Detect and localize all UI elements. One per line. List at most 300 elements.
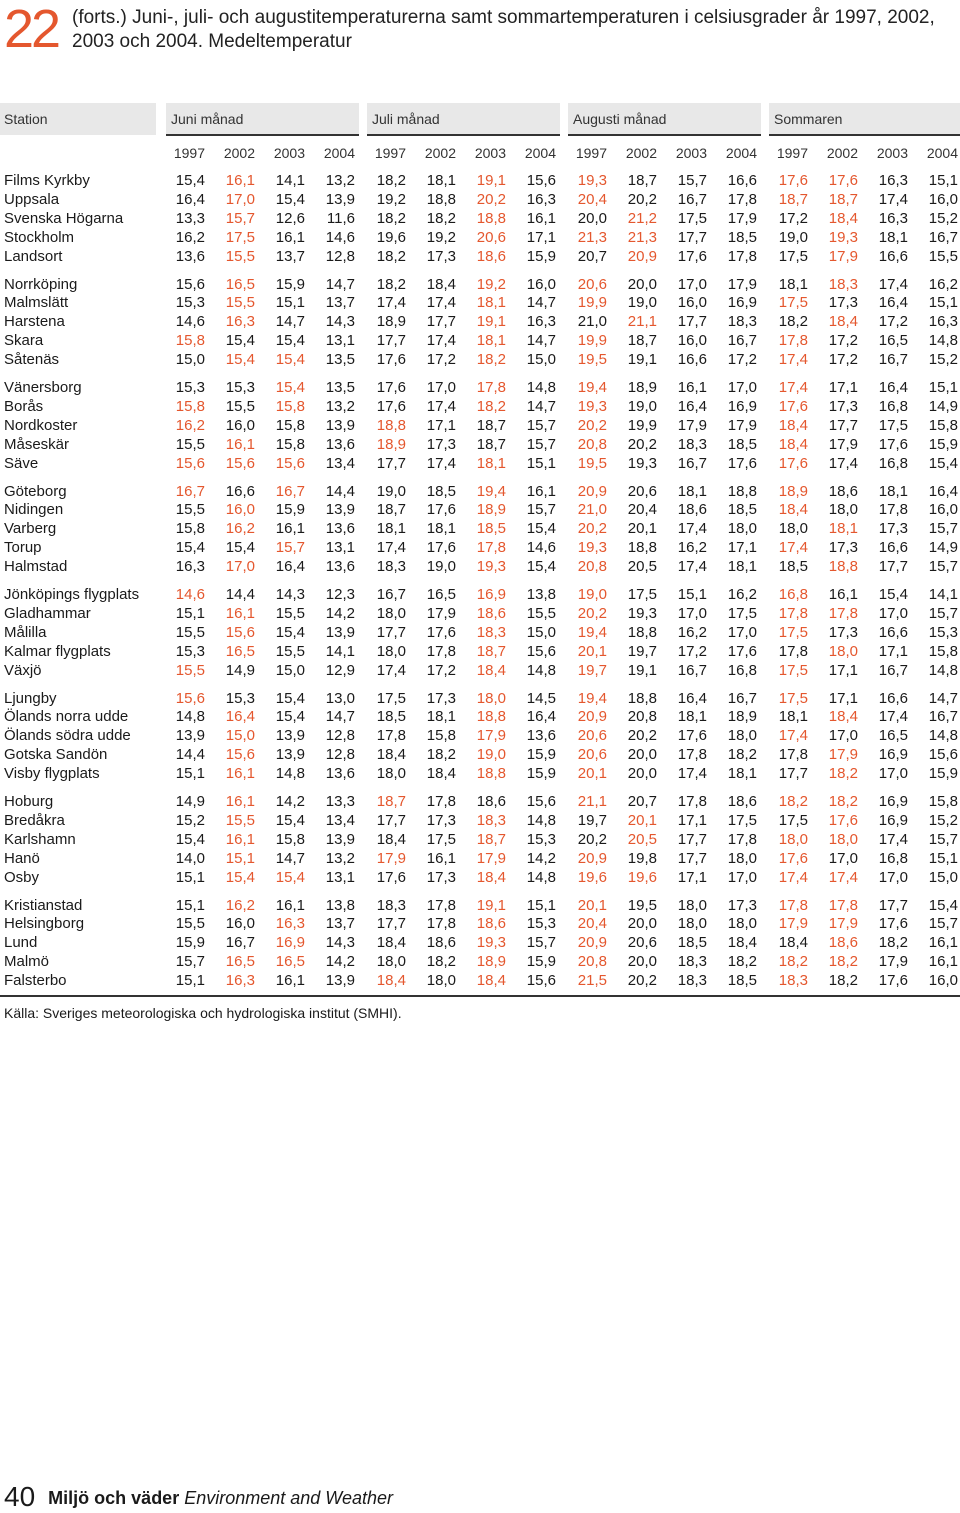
temperature-cell: 19,1 <box>476 172 506 189</box>
temperature-cell: 17,9 <box>778 915 808 933</box>
table-row <box>0 585 960 604</box>
temperature-cell: 19,0 <box>627 397 657 415</box>
temperature-cell: 17,6 <box>677 727 707 745</box>
temperature-cell: 19,4 <box>476 482 506 500</box>
temperature-cell: 18,2 <box>878 934 908 952</box>
table-row <box>0 350 960 369</box>
temperature-cell: 14,6 <box>175 586 205 603</box>
temperature-cell: 14,8 <box>526 868 556 886</box>
temperature-cell: 16,9 <box>878 811 908 829</box>
temperature-cell: 17,1 <box>828 689 858 707</box>
temperature-cell: 17,4 <box>677 558 707 576</box>
temperature-cell: 16,7 <box>175 482 205 500</box>
temperature-cell: 16,3 <box>526 190 556 208</box>
station-name: Varberg <box>4 520 57 538</box>
temperature-cell: 15,5 <box>275 604 305 622</box>
temperature-cell: 14,8 <box>526 379 556 396</box>
temperature-cell: 17,7 <box>677 313 707 331</box>
temperature-cell: 14,7 <box>526 294 556 312</box>
year-header: 2002 <box>826 145 858 161</box>
temperature-cell: 17,8 <box>476 539 506 557</box>
station-name: Karlshamn <box>4 830 76 848</box>
temperature-cell: 15,3 <box>175 379 205 396</box>
header-june: Juni månad <box>171 111 244 127</box>
temperature-cell: 18,5 <box>727 972 757 990</box>
temperature-cell: 16,1 <box>928 934 958 952</box>
temperature-cell: 20,4 <box>577 190 607 208</box>
temperature-cell: 17,7 <box>426 313 456 331</box>
temperature-cell: 13,9 <box>325 830 355 848</box>
temperature-cell: 17,0 <box>727 623 757 641</box>
temperature-cell: 15,1 <box>275 294 305 312</box>
table-number: 22 <box>4 0 59 59</box>
temperature-cell: 16,3 <box>225 313 255 331</box>
temperature-cell: 17,6 <box>426 501 456 519</box>
temperature-cell: 16,4 <box>677 397 707 415</box>
temperature-cell: 13,9 <box>325 501 355 519</box>
temperature-cell: 13,4 <box>325 454 355 472</box>
table-row <box>0 500 960 519</box>
temperature-cell: 15,1 <box>175 604 205 622</box>
temperature-cell: 17,4 <box>376 539 406 557</box>
temperature-cell: 15,4 <box>928 896 958 914</box>
temperature-cell: 17,7 <box>376 811 406 829</box>
temperature-cell: 16,5 <box>225 275 255 293</box>
temperature-cell: 15,1 <box>928 172 958 189</box>
temperature-cell: 18,1 <box>476 294 506 312</box>
temperature-cell: 17,8 <box>426 793 456 810</box>
temperature-cell: 13,3 <box>175 209 205 227</box>
table-bottom-rule <box>0 995 960 997</box>
temperature-cell: 15,6 <box>275 454 305 472</box>
temperature-cell: 16,4 <box>677 689 707 707</box>
temperature-cell: 18,5 <box>476 520 506 538</box>
temperature-cell: 16,3 <box>878 172 908 189</box>
temperature-cell: 18,6 <box>476 247 506 265</box>
temperature-cell: 18,2 <box>426 209 456 227</box>
temperature-cell: 17,3 <box>828 397 858 415</box>
station-name: Malmslätt <box>4 294 69 312</box>
temperature-cell: 16,5 <box>426 586 456 603</box>
temperature-cell: 17,4 <box>878 275 908 293</box>
table-row <box>0 623 960 642</box>
temperature-cell: 17,6 <box>828 811 858 829</box>
temperature-cell: 15,4 <box>175 539 205 557</box>
temperature-cell: 14,0 <box>175 849 205 867</box>
temperature-cell: 18,6 <box>727 793 757 810</box>
temperature-cell: 17,0 <box>677 275 707 293</box>
temperature-cell: 20,6 <box>476 228 506 246</box>
temperature-cell: 17,4 <box>828 454 858 472</box>
temperature-cell: 16,0 <box>928 501 958 519</box>
temperature-cell: 15,6 <box>225 746 255 764</box>
temperature-cell: 17,6 <box>376 379 406 396</box>
temperature-cell: 20,9 <box>577 849 607 867</box>
temperature-cell: 15,7 <box>928 830 958 848</box>
temperature-cell: 14,7 <box>275 313 305 331</box>
year-header: 2002 <box>625 145 657 161</box>
temperature-cell: 17,5 <box>778 661 808 679</box>
temperature-cell: 15,7 <box>275 539 305 557</box>
temperature-cell: 15,4 <box>275 332 305 350</box>
temperature-cell: 20,6 <box>627 934 657 952</box>
temperature-cell: 17,5 <box>778 623 808 641</box>
temperature-cell: 21,5 <box>577 972 607 990</box>
temperature-cell: 16,0 <box>677 332 707 350</box>
temperature-cell: 12,8 <box>325 727 355 745</box>
temperature-cell: 16,3 <box>225 972 255 990</box>
temperature-cell: 16,5 <box>225 953 255 971</box>
table-row <box>0 247 960 266</box>
temperature-cell: 17,5 <box>627 586 657 603</box>
temperature-cell: 16,5 <box>878 727 908 745</box>
temperature-cell: 14,2 <box>275 793 305 810</box>
temperature-cell: 16,1 <box>928 953 958 971</box>
temperature-cell: 15,7 <box>526 934 556 952</box>
temperature-cell: 17,1 <box>878 642 908 660</box>
temperature-cell: 18,4 <box>376 972 406 990</box>
temperature-cell: 18,3 <box>677 435 707 453</box>
temperature-cell: 18,4 <box>778 501 808 519</box>
station-name: Ljungby <box>4 689 57 707</box>
temperature-cell: 17,2 <box>828 332 858 350</box>
table-row <box>0 896 960 915</box>
temperature-cell: 15,4 <box>225 351 255 369</box>
temperature-cell: 14,1 <box>275 172 305 189</box>
temperature-cell: 17,9 <box>476 849 506 867</box>
temperature-cell: 17,6 <box>376 351 406 369</box>
temperature-cell: 13,7 <box>325 294 355 312</box>
temperature-cell: 21,1 <box>627 313 657 331</box>
station-name: Skara <box>4 332 44 350</box>
temperature-cell: 15,9 <box>275 501 305 519</box>
temperature-cell: 16,7 <box>677 190 707 208</box>
temperature-cell: 16,1 <box>275 972 305 990</box>
temperature-cell: 14,6 <box>325 228 355 246</box>
temperature-cell: 15,8 <box>175 520 205 538</box>
temperature-cell: 14,6 <box>175 313 205 331</box>
temperature-cell: 16,2 <box>928 275 958 293</box>
table-row <box>0 293 960 312</box>
temperature-cell: 18,4 <box>778 934 808 952</box>
temperature-cell: 15,0 <box>526 623 556 641</box>
table-title: (forts.) Juni-, juli- och augustitemperaturerna samt sommartemperaturen i celsiusgrader år 1997, 2002, 2003 och 2004. Medeltemperatur <box>72 7 935 52</box>
header-station: Station <box>4 111 48 127</box>
temperature-cell: 19,5 <box>627 896 657 914</box>
temperature-cell: 17,6 <box>878 915 908 933</box>
temperature-cell: 17,1 <box>828 379 858 396</box>
temperature-cell: 18,0 <box>376 953 406 971</box>
temperature-cell: 18,4 <box>376 830 406 848</box>
temperature-cell: 18,2 <box>476 351 506 369</box>
temperature-cell: 17,8 <box>778 642 808 660</box>
temperature-cell: 20,2 <box>577 416 607 434</box>
temperature-cell: 19,3 <box>577 172 607 189</box>
temperature-cell: 17,6 <box>376 868 406 886</box>
station-name: Säve <box>4 454 39 472</box>
temperature-cell: 16,1 <box>275 228 305 246</box>
temperature-cell: 15,1 <box>677 586 707 603</box>
station-name: Gotska Sandön <box>4 746 108 764</box>
temperature-cell: 16,9 <box>727 397 757 415</box>
temperature-cell: 16,9 <box>878 746 908 764</box>
temperature-cell: 16,0 <box>225 416 255 434</box>
temperature-cell: 15,5 <box>275 642 305 660</box>
temperature-cell: 17,8 <box>778 896 808 914</box>
temperature-cell: 17,1 <box>677 811 707 829</box>
temperature-cell: 18,8 <box>627 689 657 707</box>
station-name: Helsingborg <box>4 915 85 933</box>
temperature-cell: 18,0 <box>828 642 858 660</box>
temperature-cell: 15,9 <box>928 765 958 783</box>
temperature-cell: 15,6 <box>526 972 556 990</box>
year-header: 1997 <box>575 145 607 161</box>
temperature-cell: 15,7 <box>526 435 556 453</box>
temperature-cell: 20,2 <box>476 190 506 208</box>
temperature-cell: 14,8 <box>526 811 556 829</box>
temperature-cell: 17,9 <box>828 247 858 265</box>
temperature-cell: 12,9 <box>325 661 355 679</box>
temperature-cell: 17,7 <box>778 765 808 783</box>
temperature-cell: 15,8 <box>275 416 305 434</box>
temperature-cell: 20,8 <box>577 953 607 971</box>
temperature-cell: 17,5 <box>376 689 406 707</box>
temperature-cell: 15,9 <box>175 934 205 952</box>
temperature-cell: 15,1 <box>526 896 556 914</box>
temperature-cell: 13,6 <box>325 765 355 783</box>
temperature-cell: 18,4 <box>828 313 858 331</box>
temperature-cell: 20,0 <box>627 275 657 293</box>
table-row <box>0 707 960 726</box>
temperature-cell: 16,0 <box>928 972 958 990</box>
temperature-cell: 19,3 <box>627 454 657 472</box>
temperature-cell: 12,3 <box>325 586 355 603</box>
temperature-cell: 15,1 <box>928 294 958 312</box>
temperature-cell: 16,2 <box>225 520 255 538</box>
temperature-cell: 15,4 <box>526 520 556 538</box>
temperature-cell: 17,2 <box>878 313 908 331</box>
temperature-cell: 20,2 <box>627 727 657 745</box>
temperature-cell: 18,0 <box>778 520 808 538</box>
temperature-cell: 17,0 <box>878 604 908 622</box>
temperature-cell: 15,2 <box>928 351 958 369</box>
temperature-cell: 18,4 <box>476 868 506 886</box>
temperature-cell: 17,4 <box>828 868 858 886</box>
temperature-cell: 16,5 <box>878 332 908 350</box>
temperature-cell: 17,4 <box>878 830 908 848</box>
temperature-cell: 16,1 <box>225 765 255 783</box>
temperature-cell: 16,1 <box>275 520 305 538</box>
station-name: Kristianstad <box>4 896 83 914</box>
temperature-cell: 17,7 <box>376 915 406 933</box>
temperature-cell: 18,5 <box>727 435 757 453</box>
temperature-cell: 15,1 <box>225 849 255 867</box>
temperature-cell: 17,0 <box>828 727 858 745</box>
temperature-cell: 20,1 <box>627 520 657 538</box>
table-row <box>0 811 960 830</box>
station-name: Malmö <box>4 953 50 971</box>
temperature-cell: 14,8 <box>175 708 205 726</box>
temperature-cell: 19,7 <box>577 811 607 829</box>
temperature-cell: 16,8 <box>878 397 908 415</box>
temperature-cell: 13,6 <box>175 247 205 265</box>
table-row <box>0 661 960 680</box>
temperature-cell: 15,7 <box>928 915 958 933</box>
temperature-cell: 13,1 <box>325 539 355 557</box>
temperature-cell: 17,9 <box>828 746 858 764</box>
temperature-cell: 13,2 <box>325 397 355 415</box>
temperature-cell: 20,1 <box>627 811 657 829</box>
table-row <box>0 228 960 247</box>
temperature-cell: 16,2 <box>727 586 757 603</box>
year-header: 2003 <box>876 145 908 161</box>
temperature-cell: 17,0 <box>426 379 456 396</box>
temperature-cell: 16,7 <box>878 661 908 679</box>
temperature-cell: 16,7 <box>677 661 707 679</box>
temperature-cell: 16,1 <box>526 482 556 500</box>
temperature-cell: 18,1 <box>476 454 506 472</box>
temperature-cell: 18,7 <box>476 416 506 434</box>
temperature-cell: 16,0 <box>225 501 255 519</box>
temperature-cell: 17,7 <box>878 896 908 914</box>
temperature-cell: 12,8 <box>325 746 355 764</box>
temperature-cell: 18,9 <box>476 501 506 519</box>
temperature-cell: 17,6 <box>677 247 707 265</box>
temperature-cell: 18,8 <box>727 482 757 500</box>
temperature-cell: 15,8 <box>175 397 205 415</box>
temperature-cell: 15,8 <box>928 793 958 810</box>
temperature-cell: 20,0 <box>577 209 607 227</box>
temperature-cell: 14,2 <box>526 849 556 867</box>
temperature-cell: 15,3 <box>928 623 958 641</box>
temperature-cell: 17,9 <box>727 416 757 434</box>
temperature-cell: 15,6 <box>175 275 205 293</box>
station-name: Växjö <box>4 661 42 679</box>
table-row <box>0 604 960 623</box>
temperature-cell: 15,0 <box>225 727 255 745</box>
temperature-cell: 18,7 <box>778 190 808 208</box>
temperature-cell: 15,5 <box>225 811 255 829</box>
temperature-cell: 17,7 <box>677 228 707 246</box>
temperature-cell: 18,6 <box>476 915 506 933</box>
temperature-cell: 15,6 <box>526 642 556 660</box>
station-name: Landsort <box>4 247 63 265</box>
temperature-cell: 20,1 <box>577 642 607 660</box>
temperature-cell: 17,3 <box>828 623 858 641</box>
temperature-cell: 19,5 <box>577 351 607 369</box>
header-underline-summer <box>769 134 960 136</box>
temperature-cell: 17,3 <box>828 539 858 557</box>
temperature-cell: 20,8 <box>577 435 607 453</box>
temperature-cell: 17,2 <box>778 209 808 227</box>
temperature-cell: 16,1 <box>225 435 255 453</box>
temperature-cell: 19,7 <box>627 642 657 660</box>
temperature-cell: 13,2 <box>325 849 355 867</box>
temperature-cell: 19,7 <box>577 661 607 679</box>
temperature-cell: 15,5 <box>225 294 255 312</box>
temperature-cell: 17,0 <box>878 868 908 886</box>
temperature-cell: 16,1 <box>828 586 858 603</box>
temperature-cell: 17,0 <box>225 558 255 576</box>
temperature-cell: 17,9 <box>677 416 707 434</box>
temperature-cell: 16,7 <box>727 689 757 707</box>
temperature-cell: 19,5 <box>577 454 607 472</box>
temperature-cell: 18,4 <box>828 209 858 227</box>
temperature-cell: 17,4 <box>426 454 456 472</box>
temperature-cell: 16,0 <box>677 294 707 312</box>
temperature-cell: 18,6 <box>677 501 707 519</box>
temperature-cell: 16,7 <box>225 934 255 952</box>
temperature-cell: 15,5 <box>175 501 205 519</box>
station-name: Norrköping <box>4 275 78 293</box>
temperature-cell: 19,6 <box>577 868 607 886</box>
table-row <box>0 792 960 811</box>
station-name: Göteborg <box>4 482 67 500</box>
temperature-cell: 18,0 <box>778 830 808 848</box>
temperature-cell: 14,7 <box>526 332 556 350</box>
temperature-cell: 20,9 <box>577 708 607 726</box>
temperature-cell: 18,0 <box>376 765 406 783</box>
temperature-cell: 15,7 <box>225 209 255 227</box>
temperature-cell: 19,9 <box>577 294 607 312</box>
temperature-cell: 16,5 <box>275 953 305 971</box>
temperature-cell: 14,8 <box>928 727 958 745</box>
temperature-cell: 15,4 <box>275 190 305 208</box>
table-row <box>0 190 960 209</box>
temperature-cell: 16,0 <box>928 190 958 208</box>
temperature-cell: 18,4 <box>727 934 757 952</box>
temperature-cell: 13,6 <box>526 727 556 745</box>
temperature-cell: 13,8 <box>325 896 355 914</box>
temperature-cell: 17,8 <box>376 727 406 745</box>
temperature-cell: 15,8 <box>928 416 958 434</box>
temperature-cell: 15,4 <box>175 172 205 189</box>
temperature-cell: 20,0 <box>627 953 657 971</box>
temperature-cell: 13,9 <box>325 623 355 641</box>
year-header: 2004 <box>926 145 958 161</box>
table-row <box>0 482 960 501</box>
temperature-cell: 20,8 <box>627 708 657 726</box>
temperature-cell: 18,1 <box>828 520 858 538</box>
temperature-cell: 18,9 <box>376 435 406 453</box>
temperature-cell: 16,3 <box>175 558 205 576</box>
temperature-cell: 19,1 <box>476 313 506 331</box>
temperature-cell: 19,8 <box>627 849 657 867</box>
temperature-cell: 14,7 <box>325 275 355 293</box>
temperature-cell: 13,4 <box>325 811 355 829</box>
temperature-cell: 18,3 <box>677 972 707 990</box>
temperature-cell: 15,5 <box>526 604 556 622</box>
temperature-cell: 15,4 <box>275 351 305 369</box>
temperature-cell: 16,8 <box>727 661 757 679</box>
temperature-cell: 15,2 <box>928 209 958 227</box>
station-name: Falsterbo <box>4 972 67 990</box>
temperature-cell: 18,2 <box>828 972 858 990</box>
temperature-cell: 17,1 <box>426 416 456 434</box>
temperature-cell: 13,5 <box>325 351 355 369</box>
temperature-cell: 18,1 <box>677 482 707 500</box>
temperature-cell: 17,0 <box>727 868 757 886</box>
temperature-cell: 15,7 <box>928 558 958 576</box>
temperature-cell: 18,2 <box>376 275 406 293</box>
temperature-cell: 20,4 <box>577 915 607 933</box>
temperature-cell: 17,4 <box>677 765 707 783</box>
temperature-cell: 16,8 <box>878 454 908 472</box>
temperature-cell: 17,6 <box>878 972 908 990</box>
temperature-cell: 15,6 <box>175 454 205 472</box>
temperature-cell: 19,3 <box>828 228 858 246</box>
temperature-cell: 18,6 <box>828 482 858 500</box>
